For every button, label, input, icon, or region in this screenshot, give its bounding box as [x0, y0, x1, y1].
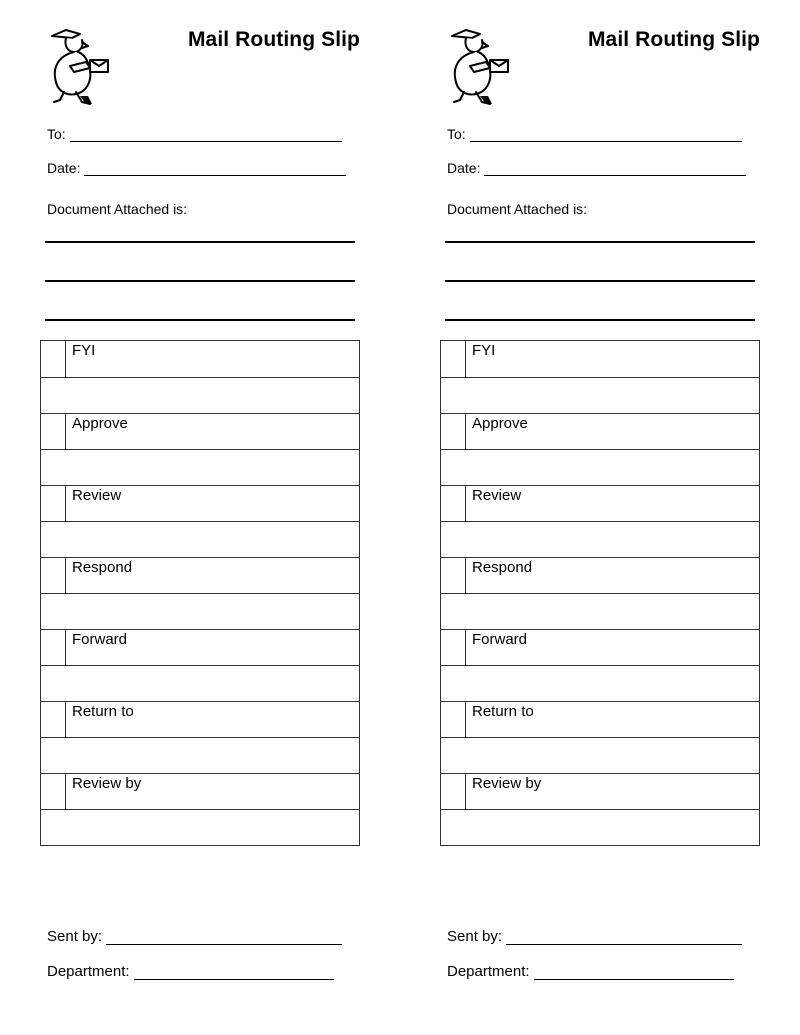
checkbox[interactable] — [41, 341, 66, 377]
action-label: Respond — [472, 559, 533, 576]
to-field[interactable] — [447, 126, 742, 142]
action-label: Review by — [72, 775, 142, 792]
action-label: Forward — [472, 631, 528, 648]
department-field[interactable] — [447, 963, 734, 980]
checkbox[interactable] — [441, 630, 466, 665]
mailman-icon — [46, 26, 114, 108]
action-row-fyi[interactable] — [41, 341, 359, 377]
checkbox[interactable] — [41, 558, 66, 593]
checkbox[interactable] — [441, 774, 466, 809]
action-label: FYI — [472, 342, 496, 359]
to-blank[interactable] — [470, 127, 742, 142]
sent-by-blank[interactable] — [506, 930, 742, 945]
action-row-approve[interactable] — [441, 413, 759, 449]
document-line-2[interactable] — [445, 280, 755, 282]
to-blank[interactable] — [70, 127, 342, 142]
department-label: Department: — [47, 963, 130, 980]
note-row[interactable] — [41, 521, 359, 557]
action-row-forward[interactable] — [41, 629, 359, 665]
action-row-fyi[interactable] — [441, 341, 759, 377]
to-label: To: — [447, 126, 466, 142]
note-row[interactable] — [41, 377, 359, 413]
department-field[interactable] — [47, 963, 334, 980]
routing-slip-left — [40, 0, 370, 1035]
document-line-3[interactable] — [445, 319, 755, 321]
checkbox[interactable] — [41, 630, 66, 665]
note-row[interactable] — [41, 593, 359, 629]
checkbox[interactable] — [441, 702, 466, 737]
to-label: To: — [47, 126, 66, 142]
action-row-respond[interactable] — [41, 557, 359, 593]
document-line-2[interactable] — [45, 280, 355, 282]
action-label: Review — [472, 487, 522, 504]
document-attached-label: Document Attached is: — [447, 201, 588, 217]
date-label: Date: — [47, 160, 81, 176]
note-row[interactable] — [441, 521, 759, 557]
action-row-approve[interactable] — [41, 413, 359, 449]
action-row-return-to[interactable] — [41, 701, 359, 737]
action-row-respond[interactable] — [441, 557, 759, 593]
note-row[interactable] — [441, 377, 759, 413]
slip-title: Mail Routing Slip — [587, 28, 760, 51]
date-field[interactable] — [47, 160, 346, 176]
action-label: FYI — [72, 342, 96, 359]
mailman-icon — [446, 26, 514, 108]
checkbox[interactable] — [441, 414, 466, 449]
checkbox[interactable] — [41, 702, 66, 737]
sent-by-field[interactable] — [447, 928, 742, 945]
action-row-review[interactable] — [41, 485, 359, 521]
action-row-review-by[interactable] — [41, 773, 359, 809]
routing-slip-right — [440, 0, 770, 1035]
sent-by-label: Sent by: — [447, 928, 503, 945]
note-row[interactable] — [41, 665, 359, 701]
document-attached-label: Document Attached is: — [47, 201, 188, 217]
action-row-review[interactable] — [441, 485, 759, 521]
note-row[interactable] — [441, 665, 759, 701]
document-line-3[interactable] — [45, 319, 355, 321]
department-blank[interactable] — [534, 965, 734, 980]
checkbox[interactable] — [441, 341, 466, 377]
note-row[interactable] — [41, 737, 359, 773]
checkbox[interactable] — [441, 486, 466, 521]
sent-by-blank[interactable] — [106, 930, 342, 945]
date-blank[interactable] — [484, 161, 746, 176]
checkbox[interactable] — [41, 414, 66, 449]
action-label: Review — [72, 487, 122, 504]
date-blank[interactable] — [84, 161, 346, 176]
action-row-forward[interactable] — [441, 629, 759, 665]
sent-by-label: Sent by: — [47, 928, 103, 945]
note-row[interactable] — [441, 593, 759, 629]
slip-title: Mail Routing Slip — [187, 28, 360, 51]
action-label: Return to — [472, 703, 534, 720]
document-line-1[interactable] — [445, 241, 755, 243]
action-table — [40, 340, 360, 846]
sent-by-field[interactable] — [47, 928, 342, 945]
department-blank[interactable] — [134, 965, 334, 980]
action-label: Return to — [72, 703, 134, 720]
action-row-review-by[interactable] — [441, 773, 759, 809]
action-label: Respond — [72, 559, 133, 576]
document-line-1[interactable] — [45, 241, 355, 243]
department-label: Department: — [447, 963, 530, 980]
action-row-return-to[interactable] — [441, 701, 759, 737]
action-label: Approve — [72, 415, 128, 432]
checkbox[interactable] — [41, 486, 66, 521]
note-row[interactable] — [441, 809, 759, 845]
checkbox[interactable] — [41, 774, 66, 809]
note-row[interactable] — [41, 449, 359, 485]
action-label: Forward — [72, 631, 128, 648]
checkbox[interactable] — [441, 558, 466, 593]
note-row[interactable] — [441, 449, 759, 485]
note-row[interactable] — [41, 809, 359, 845]
to-field[interactable] — [47, 126, 342, 142]
date-field[interactable] — [447, 160, 746, 176]
note-row[interactable] — [441, 737, 759, 773]
action-label: Review by — [472, 775, 542, 792]
action-label: Approve — [472, 415, 528, 432]
date-label: Date: — [447, 160, 481, 176]
action-table — [440, 340, 760, 846]
